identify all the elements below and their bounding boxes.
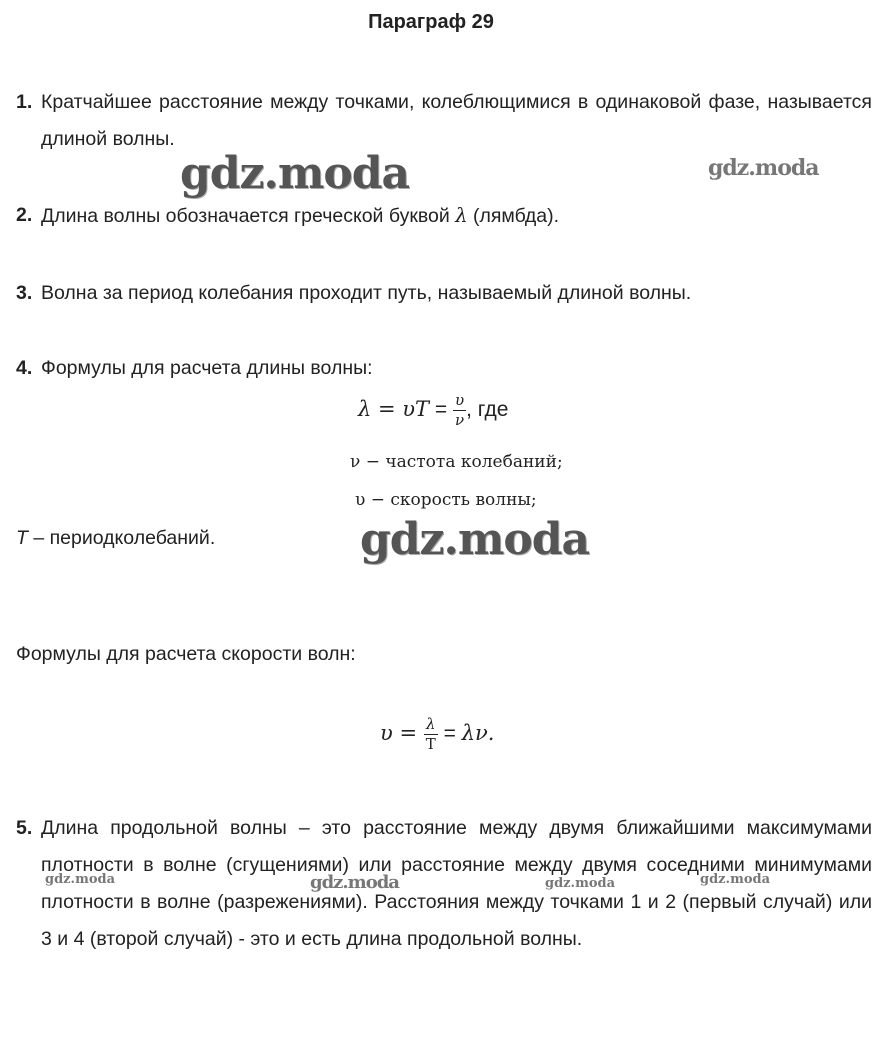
watermark: gdz.moda [180,148,410,199]
item-text: Формулы для расчета длины волны: [41,357,373,379]
watermark: gdz.moda [545,876,616,891]
list-item [16,275,872,312]
watermark: gdz.moda [708,155,819,181]
item-number: 5. [16,817,33,839]
watermark: gdz.moda [360,514,590,565]
item-number: 1. [16,91,33,113]
list-item [16,197,872,235]
speed-definition: υ − скорость волны; [355,490,537,510]
period-definition: T – периодколебаний. [16,527,216,549]
list-item [16,84,872,158]
item-text: Длина продольной волны – это расстояние между двумя ближайшими максимумами плотности в волне (сгущениями) или расстояние между двумя соседними минимумами плотности в волне (разрежениями). Расстояния между точками 1 и 2 (первый случай) или 3 и 4 (второй случай) - это и есть длина продольной волны. [41,817,872,950]
item-text: Длина волны обозначается греческой буквой λ (лямбда). [41,204,560,227]
frequency-definition: ν − частота колебаний; [350,452,563,472]
speed-formula: υ = $\frac{\lambda}{T}$ = λν. [380,715,495,753]
list-item [16,350,872,387]
wavelength-formula: λ = υT = $\frac{\upsilon}{\nu}$ , где [358,391,509,429]
item-text: Кратчайшее расстояние между точками, колеблющимися в одинаковой фазе, называется длиной волны. [41,91,872,150]
watermark: gdz.moda [310,872,399,893]
page-title: Параграф 29 [368,11,494,33]
watermark: gdz.moda [700,872,771,887]
item-text: Волна за период колебания проходит путь, называемый длиной волны. [41,282,692,304]
watermark: gdz.moda [45,872,116,887]
item-number: 4. [16,357,33,379]
lambda-symbol: λ [455,204,468,227]
item-number: 3. [16,282,33,304]
item-number: 2. [16,204,33,226]
speed-formulas-heading: Формулы для расчета скорости волн: [16,643,356,665]
